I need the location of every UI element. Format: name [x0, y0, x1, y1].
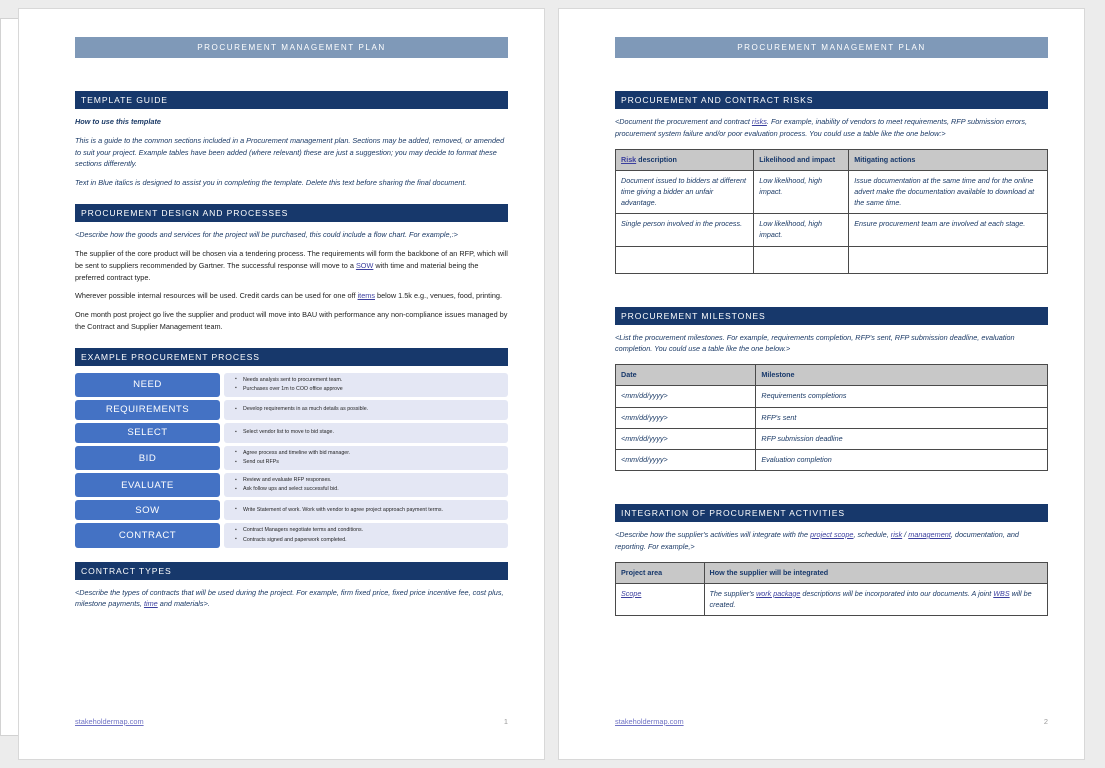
table-row — [616, 428, 1048, 449]
section-header-contract-types: CONTRACT TYPES — [75, 562, 508, 580]
document-page-2[interactable] — [558, 8, 1085, 760]
page-2-footer — [615, 717, 1048, 726]
table-cell: <mm/dd/yyyy> — [616, 407, 756, 428]
flow-step-label: EVALUATE — [75, 473, 220, 497]
risks-prompt-pre: <Document the procurement and contract — [615, 117, 752, 126]
flow-step-description — [224, 373, 508, 397]
table-header-cell-date: Date — [616, 365, 756, 386]
risk-link[interactable]: risk — [890, 529, 903, 539]
flow-bullet: ▪ Purchases over 1m to COO office approve — [243, 385, 500, 394]
design-processes-paragraph-3: One month post project go live the supplier and product will move into BAU with performance any non-compliance issues managed by the Contract and Supplier Management team. — [75, 310, 508, 331]
table-cell: <mm/dd/yyyy> — [616, 428, 756, 449]
table-row — [616, 386, 1048, 407]
flow-bullet: ▪ Agree process and timeline with bid manager. — [243, 449, 500, 458]
management-link[interactable]: management — [908, 529, 951, 539]
procurement-process-flow-diagram — [75, 373, 508, 548]
flow-bullet: ▪ Review and evaluate RFP responses. — [243, 476, 500, 485]
table-cell: <mm/dd/yyyy> — [616, 449, 756, 470]
integration-text-mid: descriptions will be incorporated into our documents. A joint — [800, 588, 994, 598]
risks-prompt-post: . For example, inability of vendors to meet requirements, RFP submission errors, procurement system failure and/or poor evaluation process. You could use a table like the one below:> — [615, 117, 1027, 138]
design-paragraph-2-post: below 1.5k e.g., venues, food, printing. — [375, 291, 502, 301]
integration-text-pre: The supplier's — [709, 588, 757, 598]
table-header-cell-likelihood: Likelihood and impact — [754, 149, 849, 170]
project-scope-link[interactable]: project scope — [810, 529, 854, 539]
table-header-row — [616, 365, 1048, 386]
template-guide-subheading: How to use this template — [75, 117, 161, 126]
design-paragraph-2-pre: Wherever possible internal resources will be used. Credit cards can be used for one off — [75, 291, 358, 301]
page-number: 2 — [1043, 717, 1048, 726]
section-header-design-processes: PROCUREMENT DESIGN AND PROCESSES — [75, 204, 508, 222]
integration-prompt-pre: <Describe how the supplier's activities will integrate with the — [615, 529, 811, 539]
flow-bullet: ▪ Contracts signed and paperwork completed. — [243, 536, 500, 545]
flow-step-requirements — [75, 400, 508, 420]
table-cell — [754, 246, 849, 273]
table-header-cell-project-area: Project area — [616, 562, 705, 583]
table-header-row — [616, 562, 1048, 583]
flow-step-description — [224, 473, 508, 497]
table-cell: RFP submission deadline — [756, 428, 1048, 449]
section-spacer — [615, 477, 1048, 504]
template-guide-paragraph-1: This is a guide to the common sections included in a Procurement management plan. Sections may be added, removed, or amended to suit your project. Example tables have been added (where relevant) these are just a suggestion; you may decide to format these sections differently. — [75, 135, 505, 169]
work-package-link[interactable]: work package — [756, 588, 801, 598]
flow-bullet: ▪ Send out RFPs — [243, 458, 500, 467]
table-header-cell-mitigating: Mitigating actions — [849, 149, 1048, 170]
contract-types-prompt-post: and materials>. — [157, 599, 210, 609]
risks-table — [615, 149, 1048, 274]
section-header-template-guide: TEMPLATE GUIDE — [75, 91, 508, 109]
flow-step-description — [224, 423, 508, 443]
design-processes-paragraph-2 — [75, 290, 508, 302]
table-header-cell-milestone: Milestone — [756, 365, 1048, 386]
integration-prompt-mid-1: , schedule, — [853, 529, 891, 539]
design-paragraph-1-pre: The supplier of the core product will be chosen via a tendering process. The requirements will form the backbone of an RFP, which will be sent to suppliers recommended by Gartner. The successful response will move to a — [75, 248, 508, 270]
flow-step-select — [75, 423, 508, 443]
table-header-cell-risk-description — [616, 149, 754, 170]
flow-step-label: CONTRACT — [75, 523, 220, 547]
document-page-1[interactable] — [18, 8, 545, 760]
flow-bullet: ▪ Ask follow ups and select successful bid. — [243, 485, 500, 494]
table-cell: RFP's sent — [756, 407, 1048, 428]
risks-prompt — [615, 116, 1048, 140]
flow-step-label: SOW — [75, 500, 220, 520]
flow-bullet: ▪ Needs analysis sent to procurement team. — [243, 376, 500, 385]
table-row — [616, 449, 1048, 470]
section-header-example-process: EXAMPLE PROCUREMENT PROCESS — [75, 348, 508, 366]
table-header-cell-how-integrated: How the supplier will be integrated — [704, 562, 1047, 583]
time-link[interactable]: time — [143, 599, 158, 609]
items-link[interactable]: items — [357, 291, 375, 301]
table-row — [616, 214, 1048, 246]
table-header-row — [616, 149, 1048, 170]
milestones-table — [615, 364, 1048, 471]
flow-bullet: ▪ Develop requirements in as much details as possible. — [243, 405, 500, 414]
flow-step-label: NEED — [75, 373, 220, 397]
flow-bullet: ▪ Contract Managers negotiate terms and conditions. — [243, 526, 500, 535]
integration-text-post: will be created. — [709, 588, 1032, 609]
footer-website-link[interactable]: stakeholdermap.com — [75, 717, 144, 726]
page-1-banner-title: PROCUREMENT MANAGEMENT PLAN — [75, 37, 508, 58]
integration-prompt-post: , documentation, and reporting. For example,> — [615, 529, 1019, 551]
section-header-milestones: PROCUREMENT MILESTONES — [615, 307, 1048, 325]
section-spacer — [615, 280, 1048, 307]
table-cell: Single person involved in the process. — [616, 214, 754, 246]
table-cell: Document issued to bidders at different time giving a bidder an unfair advantage. — [616, 170, 754, 213]
table-cell: Ensure procurement team are involved at each stage. — [849, 214, 1048, 246]
table-cell-scope — [616, 583, 705, 615]
flow-step-label: SELECT — [75, 423, 220, 443]
flow-step-description — [224, 500, 508, 520]
wbs-link[interactable]: WBS — [993, 588, 1010, 598]
template-guide-paragraph-2: Text in Blue italics is designed to assist you in completing the template. Delete this text before sharing the final document. — [75, 178, 467, 188]
design-paragraph-1-post: with time and material being the preferred contract type. — [75, 260, 479, 282]
contract-types-prompt-pre: <Describe the types of contracts that will be used during the project. For example, firm fixed price, fixed price incentive fee, cost plus, milestone payments, — [75, 587, 504, 609]
section-header-integration: INTEGRATION OF PROCUREMENT ACTIVITIES — [615, 504, 1048, 522]
flow-step-need — [75, 373, 508, 397]
table-cell: Low likelihood, high impact. — [754, 170, 849, 213]
flow-bullet: ▪ Write Statement of work. Work with vendor to agree project approach payment terms. — [243, 506, 500, 515]
flow-step-bid — [75, 446, 508, 470]
table-cell: <mm/dd/yyyy> — [616, 386, 756, 407]
flow-step-description — [224, 446, 508, 470]
design-processes-prompt: <Describe how the goods and services for the project will be purchased, this could include a flow chart. For example,:> — [75, 230, 458, 240]
risk-header-link[interactable]: Risk — [621, 154, 637, 164]
integration-table — [615, 562, 1048, 616]
page-2-banner-title: PROCUREMENT MANAGEMENT PLAN — [615, 37, 1048, 58]
risk-header-rest: description — [636, 154, 677, 164]
table-cell: Issue documentation at the same time and for the online advert make the documentation available to download at the same time. — [849, 170, 1048, 213]
flow-step-label: BID — [75, 446, 220, 470]
design-processes-paragraph-1 — [75, 248, 508, 283]
table-cell-integration-text — [704, 583, 1047, 615]
table-row — [616, 170, 1048, 213]
table-cell — [849, 246, 1048, 273]
integration-prompt — [615, 529, 1048, 553]
table-cell: Low likelihood, high impact. — [754, 214, 849, 246]
footer-website-link[interactable]: stakeholdermap.com — [615, 717, 684, 726]
flow-step-label: REQUIREMENTS — [75, 400, 220, 420]
sow-link[interactable]: SOW — [355, 260, 374, 270]
page-1-footer — [75, 717, 508, 726]
table-row — [616, 407, 1048, 428]
flow-step-sow — [75, 500, 508, 520]
table-cell: Requirements completions — [756, 386, 1048, 407]
page-number: 1 — [503, 717, 508, 726]
flow-step-description — [224, 400, 508, 420]
flow-step-evaluate — [75, 473, 508, 497]
contract-types-prompt — [75, 587, 508, 611]
table-row-empty — [616, 246, 1048, 273]
risks-link[interactable]: risks — [751, 117, 767, 126]
milestones-prompt: <List the procurement milestones. For example, requirements completion, RFP's sent, RFP submission deadline, evaluation completion. You could use a table like the one below.> — [615, 332, 1015, 354]
section-header-risks: PROCUREMENT AND CONTRACT RISKS — [615, 91, 1048, 109]
table-cell — [616, 246, 754, 273]
flow-step-contract — [75, 523, 508, 547]
scope-link[interactable]: Scope — [621, 588, 642, 598]
table-cell: Evaluation completion — [756, 449, 1048, 470]
integration-prompt-mid-2: / — [902, 529, 909, 539]
table-row — [616, 583, 1048, 615]
flow-step-description — [224, 523, 508, 547]
flow-bullet: ▪ Select vendor list to move to bid stage. — [243, 428, 500, 437]
